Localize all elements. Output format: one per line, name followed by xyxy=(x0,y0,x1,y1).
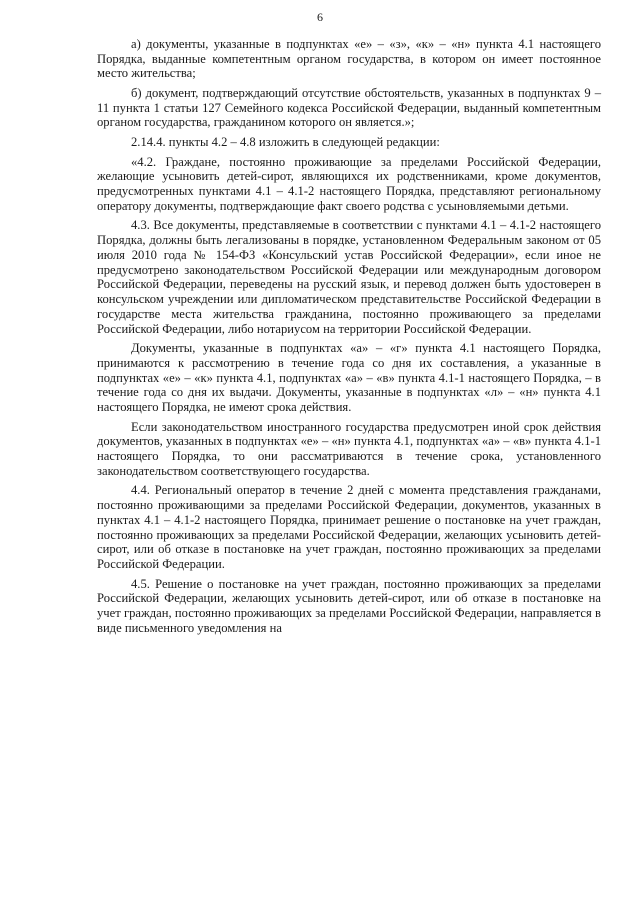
paragraph-clause-4-3: 4.3. Все документы, представляемые в соответствии с пунктами 4.1 – 4.1-2 настоящего Порядка, должны быть легализованы в порядке, установленном Федеральным законом от 05 июля 2010 года № 154-ФЗ «Консульский устав Российской Федерации», если иное не предусмотрено законодательством Российской Федерации или международным договором Российской Федерации, переведены на русский язык, и перевод должен быть удостоверен в консульском учреждении или дипломатическом представительстве Российской Федерации в государстве места жительства гражданина, постоянно проживающего за пределами Российской Федерации, либо нотариусом на территории Российской Федерации. xyxy=(97,218,601,336)
paragraph-documents-validity: Документы, указанные в подпунктах «а» – «г» пункта 4.1 настоящего Порядка, принимаются к рассмотрению в течение года со дня их составления, а указанные в подпунктах «е» – «к» пункта 4.1, подпунктах «а» – «в» пункта 4.1-1 настоящего Порядка, – в течение года со дня их выдачи. Документы, указанные в подпунктах «л» – «н» пункта 4.1 настоящего Порядка, не имеют срока действия. xyxy=(97,341,601,414)
paragraph-clause-4-2: «4.2. Граждане, постоянно проживающие за пределами Российской Федерации, желающие усыновить детей-сирот, являющихся их родственниками, кроме документов, предусмотренных пунктами 4.1 – 4.1-2 настоящего Порядка, представляют региональному оператору документы, подтверждающие факт своего родства с усыновляемыми детьми. xyxy=(97,154,601,213)
paragraph-clause-2-14-4: 2.14.4. пункты 4.2 – 4.8 изложить в следующей редакции: xyxy=(131,135,440,150)
paragraph-subitem-a: а) документы, указанные в подпунктах «е» – «з», «к» – «н» пункта 4.1 настоящего Порядка, выданные компетентным органом государства, в котором он имеет постоянное место жительства; xyxy=(97,37,601,81)
paragraph-clause-4-5: 4.5. Решение о постановке на учет граждан, постоянно проживающих за пределами Российской Федерации, желающих усыновить детей-сирот, или об отказе в постановке на учет граждан, постоянно проживающих за пределами Российской Федерации, направляется в виде письменного уведомления на xyxy=(97,576,601,635)
page-number: 6 xyxy=(317,10,323,24)
paragraph-foreign-law-validity: Если законодательством иностранного государства предусмотрен иной срок действия документов, указанных в подпунктах «е» – «н» пункта 4.1, подпунктах «а» – «в» пункта 4.1-1 настоящего Порядка, то они рассматриваются в течение срока, установленного законодательством соответствующего государства. xyxy=(97,419,601,478)
paragraph-subitem-b: б) документ, подтверждающий отсутствие обстоятельств, указанных в подпунктах 9 – 11 пункта 1 статьи 127 Семейного кодекса Российской Федерации, выданный компетентным органом государства, гражданином которого он является.»; xyxy=(97,86,601,130)
document-body xyxy=(97,37,601,640)
paragraph-clause-4-4: 4.4. Региональный оператор в течение 2 дней с момента представления гражданами, постоянно проживающими за пределами Российской Федерации, документов, указанных в пунктах 4.1 – 4.1-2 настоящего Порядка, принимает решение о постановке на учет граждан, постоянно проживающих за пределами Российской Федерации, желающих усыновить детей-сирот, или об отказе в постановке на учет граждан, постоянно проживающих за пределами Российской Федерации. xyxy=(97,483,601,571)
